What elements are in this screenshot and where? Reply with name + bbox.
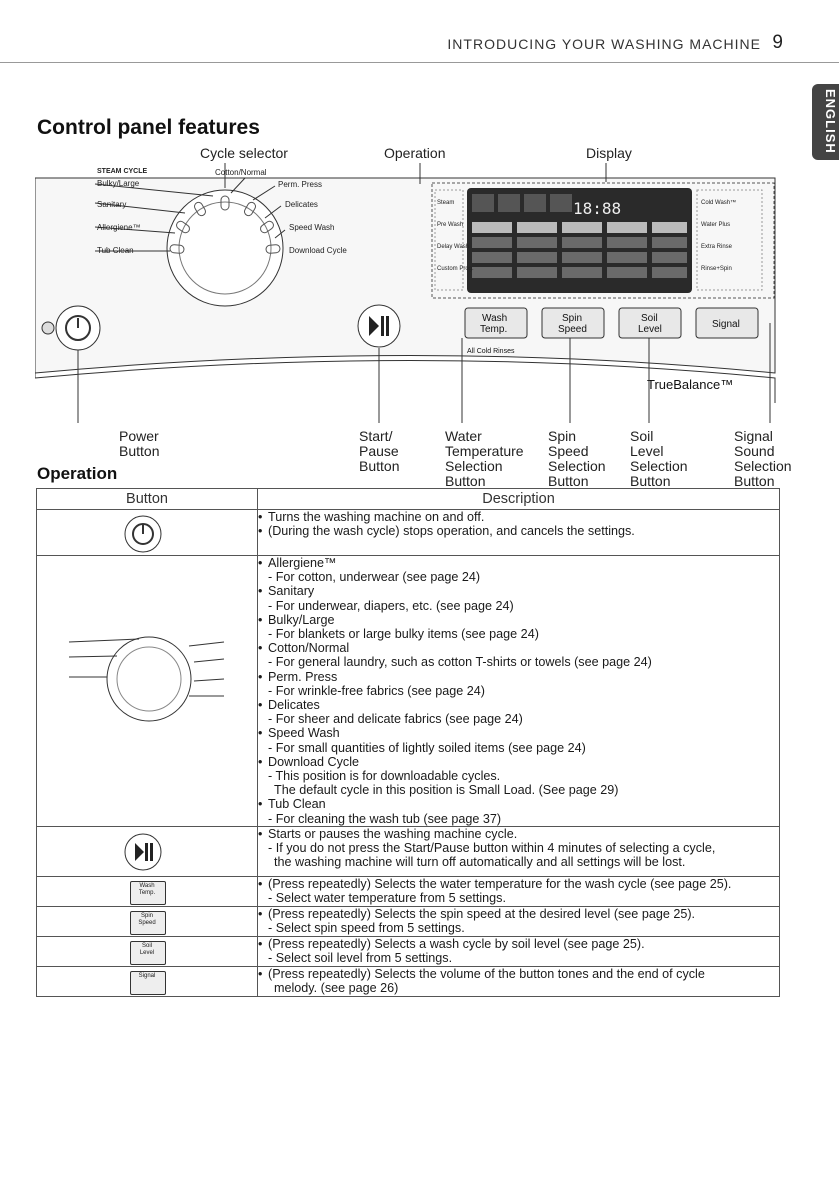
bullet-glyph: •: [258, 754, 263, 769]
sub-item: melody. (see page 26): [274, 981, 399, 996]
bullet-item: [258, 613, 779, 627]
table-row: [37, 876, 780, 906]
bullet-glyph: •: [258, 906, 263, 921]
sub-item: - For wrinkle-free fabrics (see page 24): [268, 683, 485, 698]
display-digits: 18:88: [573, 199, 622, 218]
button-cell: [37, 510, 258, 556]
button-cell: [37, 936, 258, 966]
bullet-text: Sanitary: [268, 584, 315, 599]
panel-button-label: Soil Level: [139, 942, 155, 956]
label-display: Display: [586, 145, 632, 161]
label-power-button: Power Button: [119, 428, 160, 459]
svg-text:Wash: Wash: [482, 313, 508, 324]
cycle-label-right: Perm. Press: [278, 180, 323, 189]
bullet-text: (During the wash cycle) stops operation, and cancels the settings.: [268, 524, 635, 539]
bullet-glyph: •: [258, 612, 263, 627]
svg-text:Level: Level: [638, 324, 662, 335]
bullet-glyph: •: [258, 966, 263, 981]
sub-item: - Select spin speed from 5 settings.: [268, 921, 465, 936]
table-row: [37, 936, 780, 966]
bullet-glyph: •: [258, 556, 263, 570]
bullet-item: [258, 937, 779, 951]
bullet-glyph: •: [258, 584, 263, 599]
description-cell: [258, 510, 780, 556]
sub-item: - For cleaning the wash tub (see page 37): [268, 811, 502, 826]
sub-item: - For sheer and delicate fabrics (see page 24): [268, 712, 523, 727]
cycle-label-left: Tub Clean: [97, 246, 134, 255]
bullet-item: [258, 524, 779, 538]
svg-text:Soil: Soil: [641, 313, 658, 324]
bullet-item: [258, 641, 779, 655]
svg-text:Cold Wash™: Cold Wash™: [701, 200, 737, 206]
sub-item: - For general laundry, such as cotton T-shirts or towels (see page 24): [268, 655, 652, 670]
table-row: [37, 906, 780, 936]
panel-button-label: Wash Temp.: [138, 882, 156, 896]
table-row: [37, 826, 780, 876]
description-cell: [258, 906, 780, 936]
label-start-pause-button: Start/ Pause Button: [359, 428, 400, 474]
bullet-glyph: •: [258, 698, 263, 713]
bullet-glyph: •: [258, 876, 263, 891]
bullet-item: [258, 827, 779, 841]
label-spin-speed-button: Spin Speed Selection Button: [548, 428, 606, 489]
bullet-text: Bulky/Large: [268, 612, 335, 627]
bullet-text: Perm. Press: [268, 669, 338, 684]
table-row: [37, 556, 780, 827]
cycle-label-left: STEAM CYCLE: [97, 168, 148, 175]
svg-text:Delay Wash: Delay Wash: [437, 244, 470, 250]
section-title: Control panel features: [37, 116, 260, 139]
bullet-glyph: •: [258, 797, 263, 812]
start-pause-icon: [123, 832, 163, 872]
sub-item: the washing machine will turn off automatically and all settings will be lost.: [274, 855, 686, 870]
bullet-item: [258, 797, 779, 811]
svg-text:Speed: Speed: [558, 324, 587, 335]
bullet-text: Speed Wash: [268, 726, 340, 741]
cycle-label-right: Speed Wash: [289, 223, 335, 232]
table-row: [37, 510, 780, 556]
bullet-item: [258, 755, 779, 769]
bullet-text: (Press repeatedly) Selects a wash cycle by soil level (see page 25).: [268, 936, 645, 951]
bullet-text: (Press repeatedly) Selects the volume of the button tones and the end of cycle: [268, 966, 705, 981]
language-tab-label: ENGLISH: [823, 88, 838, 154]
description-cell: [258, 876, 780, 906]
svg-text:Water Plus: Water Plus: [701, 222, 731, 228]
page-number: 9: [772, 32, 783, 53]
svg-text:Temp.: Temp.: [480, 324, 508, 335]
bullet-item: [258, 726, 779, 740]
svg-text:Steam: Steam: [437, 200, 455, 206]
cycle-label-left: Allergiene™: [97, 223, 141, 232]
cycle-label-right: Download Cycle: [289, 246, 347, 255]
svg-text:Extra Rinse: Extra Rinse: [701, 244, 733, 250]
svg-text:Custom Prog.: Custom Prog.: [437, 266, 474, 272]
button-cell: [37, 556, 258, 827]
label-cycle-selector: Cycle selector: [200, 145, 288, 161]
label-signal-button: Signal Sound Selection Button: [734, 428, 792, 489]
panel-button-label: Signal: [138, 972, 156, 979]
button-cell: [37, 876, 258, 906]
button-cell: [37, 906, 258, 936]
bullet-text: (Press repeatedly) Selects the spin speed at the desired level (see page 25).: [268, 906, 696, 921]
power-icon: [123, 514, 163, 554]
description-cell: [258, 826, 780, 876]
sub-item: - For blankets or large bulky items (see page 24): [268, 627, 539, 642]
bullet-glyph: •: [258, 936, 263, 951]
button-cell: [37, 826, 258, 876]
description-cell: [258, 966, 780, 996]
description-cell: [258, 936, 780, 966]
bullet-glyph: •: [258, 726, 263, 741]
bullet-text: Turns the washing machine on and off.: [268, 510, 485, 524]
bullet-text: Allergiene™: [268, 556, 337, 570]
sub-item: - For small quantities of lightly soiled items (see page 24): [268, 740, 586, 755]
cycle-label-left: Sanitary: [97, 200, 127, 209]
sub-item: - Select water temperature from 5 settings.: [268, 891, 506, 906]
label-soil-level-button: Soil Level Selection Button: [630, 428, 688, 489]
sub-item: - For underwear, diapers, etc. (see page 24): [268, 598, 514, 613]
svg-text:TrueBalance™: TrueBalance™: [647, 377, 734, 392]
bullet-text: Cotton/Normal: [268, 641, 350, 656]
svg-text:Pre Wash: Pre Wash: [437, 222, 464, 228]
bullet-text: Delicates: [268, 698, 320, 713]
cycle-selector-icon: [49, 624, 229, 744]
bullet-item: [258, 967, 779, 981]
bullet-glyph: •: [258, 524, 263, 539]
bullet-glyph: •: [258, 826, 263, 841]
bullet-item: [258, 698, 779, 712]
bullet-text: Download Cycle: [268, 754, 359, 769]
operation-title: Operation: [37, 464, 118, 483]
bullet-glyph: •: [258, 669, 263, 684]
bullet-item: [258, 556, 779, 570]
bullet-text: Starts or pauses the washing machine cycle.: [268, 826, 518, 841]
bullet-text: Tub Clean: [268, 797, 326, 812]
label-operation: Operation: [384, 145, 446, 161]
svg-text:Signal: Signal: [712, 319, 740, 330]
bullet-item: [258, 670, 779, 684]
panel-button-label: Spin Speed: [138, 912, 156, 926]
bullet-item: [258, 877, 779, 891]
table-row: [37, 966, 780, 996]
control-panel-diagram: [35, 138, 805, 489]
bullet-item: [258, 584, 779, 598]
smart-diagnosis-icon: [42, 322, 54, 334]
sub-item: - Select soil level from 5 settings.: [268, 951, 453, 966]
label-water-temp-button: Water Temperature Selection Button: [445, 428, 524, 489]
cycle-label-right: Delicates: [285, 200, 318, 209]
description-cell: [258, 556, 780, 827]
sub-item: The default cycle in this position is Small Load. (See page 29): [274, 783, 619, 798]
svg-text:All Cold Rinses: All Cold Rinses: [467, 348, 515, 355]
sub-item: - For cotton, underwear (see page 24): [268, 570, 481, 585]
power-button[interactable]: [56, 306, 100, 350]
bullet-glyph: •: [258, 510, 263, 524]
col-header-button: Button: [37, 489, 258, 510]
bullet-item: [258, 510, 779, 524]
svg-text:Spin: Spin: [562, 313, 583, 324]
bullet-glyph: •: [258, 641, 263, 656]
sub-item: - This position is for downloadable cycles.: [268, 769, 501, 784]
operation-table: [36, 488, 780, 997]
bullet-text: (Press repeatedly) Selects the water temperature for the wash cycle (see page 25).: [268, 876, 732, 891]
start-pause-button[interactable]: [358, 305, 400, 347]
sub-item: - If you do not press the Start/Pause button within 4 minutes of selecting a cycle,: [268, 841, 716, 856]
col-header-description: Description: [258, 489, 780, 510]
button-cell: [37, 966, 258, 996]
header-title: INTRODUCING YOUR WASHING MACHINE: [447, 36, 761, 52]
cycle-label-top: Cotton/Normal: [215, 168, 267, 177]
bullet-item: [258, 907, 779, 921]
page-header: [0, 28, 839, 63]
cycle-label-left: Bulky/Large: [97, 179, 140, 188]
svg-text:Rinse+Spin: Rinse+Spin: [701, 266, 732, 272]
